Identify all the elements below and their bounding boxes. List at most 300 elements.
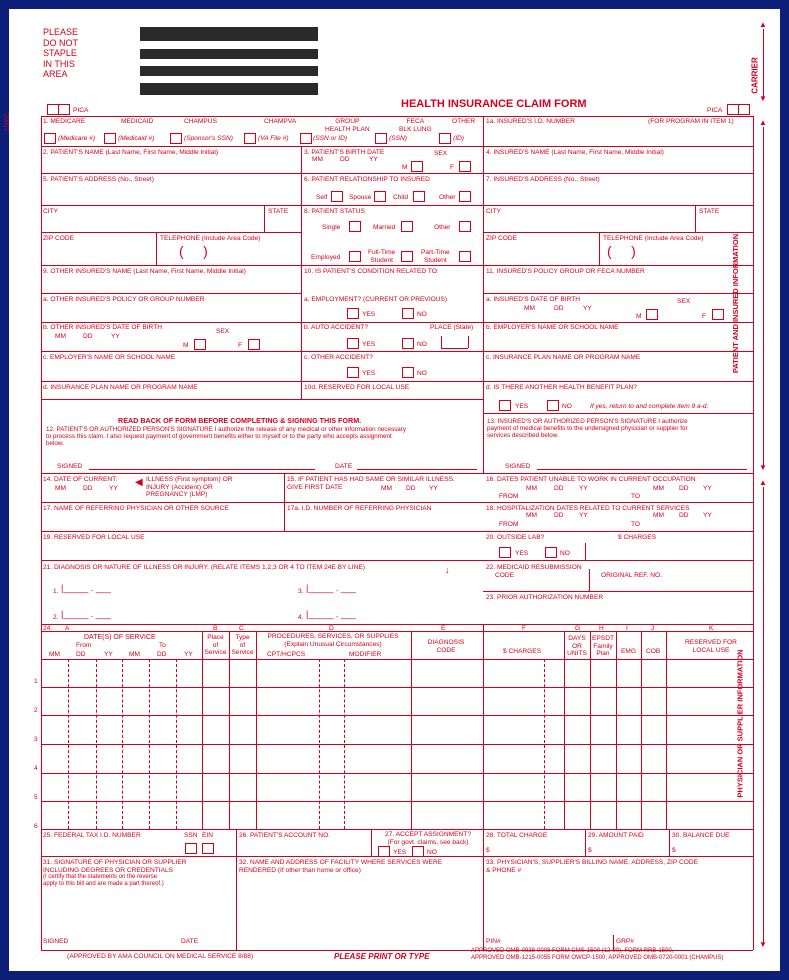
m-label: M <box>636 313 642 320</box>
insured-zip-label: ZIP CODE <box>486 235 518 242</box>
col-letter-j: J <box>651 625 655 632</box>
medicaid-label: MEDICAID <box>121 118 154 125</box>
m-label: M <box>183 342 189 349</box>
box10a-label: a. EMPLOYMENT? (CURRENT OR PREVIOUS) <box>304 296 448 303</box>
box27-label <box>373 831 483 846</box>
rule <box>599 232 600 265</box>
dd-label: DD <box>679 485 689 492</box>
ein-checkbox[interactable] <box>202 843 214 854</box>
box17a-label: 17a. I.D. NUMBER OF REFERRING PHYSICIAN <box>287 505 432 512</box>
mm-label: MM <box>55 485 66 492</box>
pt-student-label <box>421 249 450 264</box>
box9-label: 9. OTHER INSURED'S NAME (Last Name, First Name, Middle Initial) <box>43 268 246 275</box>
feca-line: FECA <box>406 118 425 125</box>
other-sex-f-checkbox[interactable] <box>248 339 260 350</box>
box11b-label: b. EMPLOYER'S NAME OR SCHOOL NAME <box>486 324 619 331</box>
date-label: DATE <box>181 938 199 945</box>
ssn-checkbox[interactable] <box>185 843 197 854</box>
box4-label: 4. INSURED'S NAME (Last Name, First Name, Middle Initial) <box>486 149 664 156</box>
dd-label: DD <box>554 485 564 492</box>
self-checkbox[interactable] <box>331 191 343 202</box>
insured-phone-area-code: ( ) <box>607 243 636 259</box>
rule <box>41 146 753 147</box>
other-relation-checkbox[interactable] <box>459 191 471 202</box>
box22-label: 22. MEDICAID RESUBMISSION <box>486 564 582 571</box>
rule <box>236 829 237 950</box>
yy-label: YY <box>429 485 438 492</box>
state-label: STATE <box>268 208 289 215</box>
child-label: Child <box>393 194 409 201</box>
box12-text <box>46 426 406 448</box>
rule <box>284 473 285 502</box>
col-letter-h: H <box>599 625 604 632</box>
other-accident-yes-checkbox[interactable] <box>347 367 359 378</box>
yy-header: YY <box>184 651 193 658</box>
row-number: 4 <box>34 765 38 772</box>
ft-student-checkbox[interactable] <box>401 251 413 262</box>
staple-line: STAPLE <box>43 48 77 58</box>
days-line: UNITS <box>567 650 587 658</box>
rule <box>371 829 372 856</box>
rule <box>669 829 670 856</box>
rule <box>41 205 753 206</box>
box9d-label: d. INSURANCE PLAN NAME OR PROGRAM NAME <box>43 384 198 391</box>
rule <box>564 631 565 829</box>
staple-line: AREA <box>43 69 68 79</box>
box15-line: GIVE FIRST DATE <box>287 483 343 491</box>
box14-options <box>146 476 232 499</box>
diag-4-label: 4. <box>298 614 304 621</box>
form-code: 1500C <box>4 113 11 131</box>
city-label: CITY <box>43 208 59 215</box>
mm-label: MM <box>653 512 664 519</box>
yy-label: YY <box>703 485 712 492</box>
group-line: GROUP <box>335 118 360 125</box>
mm-label: MM <box>653 485 664 492</box>
insured-sex-m-checkbox[interactable] <box>646 309 658 320</box>
type-header <box>230 634 255 657</box>
modifier-header: MODIFIER <box>349 651 382 658</box>
group-checkbox[interactable] <box>300 133 312 144</box>
dd-label: DD <box>83 485 93 492</box>
single-checkbox[interactable] <box>349 221 361 232</box>
box20-label: 20. OUTSIDE LAB? <box>486 534 545 541</box>
box14-opt: ILLNESS (First symptom) OR <box>146 476 233 483</box>
carrier-bracket <box>763 29 764 99</box>
medicaid-no-label: (Medicaid #) <box>118 135 155 142</box>
yy-label: YY <box>703 512 712 519</box>
box24-label: 24. <box>43 625 53 632</box>
box12-line: to process this claim. I also request payment of government benefits either to myself or to the party who accepts assignment <box>46 433 392 441</box>
champva-checkbox[interactable] <box>244 133 256 144</box>
place-line: of <box>212 641 219 649</box>
other-label: OTHER <box>452 118 476 125</box>
box27-line: (For govt. claims, see back) <box>387 838 469 846</box>
col-letter-g: G <box>575 625 581 632</box>
spouse-checkbox[interactable] <box>374 191 386 202</box>
box21-label: 21. DIAGNOSIS OR NATURE OF ILLNESS OR INJURY. (RELATE ITEMS 1,2,3 OR 4 TO ITEM 24E BY LINE) <box>43 564 365 571</box>
yes-label: YES <box>393 849 407 856</box>
reserved-header <box>671 639 751 654</box>
yy-label: YY <box>111 333 120 340</box>
group-label <box>325 118 370 133</box>
box30-label: 30. BALANCE DUE <box>672 832 730 839</box>
ft-student-label <box>368 249 395 264</box>
to-label: TO <box>631 521 641 528</box>
box12-line: 12. PATIENT'S OR AUTHORIZED PERSON'S SIGNATURE I authorize the release of any medical or other information necessary <box>46 426 407 433</box>
arrow-up-icon: ▲ <box>759 118 767 127</box>
diag-line: DIAGNOSIS <box>427 639 465 646</box>
employment-no-checkbox[interactable] <box>402 308 414 319</box>
rule <box>202 631 203 829</box>
m-label: M <box>402 164 408 171</box>
pica-label-right: PICA <box>707 107 723 114</box>
grp-label: GRP# <box>616 938 634 945</box>
box31-line: apply to this bill and are made a part thereof.) <box>43 881 164 888</box>
from-label: FROM <box>499 493 519 500</box>
outside-lab-yes-checkbox[interactable] <box>499 547 511 558</box>
yy-label: YY <box>369 156 378 163</box>
employed-checkbox[interactable] <box>349 251 361 262</box>
box11-label: 11. INSURED'S POLICY GROUP OR FECA NUMBER <box>486 268 645 275</box>
col-letter-b: B <box>213 625 218 632</box>
col-letter-c: C <box>239 625 244 632</box>
dd-header: DD <box>76 651 86 658</box>
yy-label: YY <box>583 305 592 312</box>
proc-line: PROCEDURES, SERVICES, OR SUPPLIES <box>267 633 399 640</box>
rule <box>585 829 586 856</box>
yes-label: YES <box>362 341 376 348</box>
date-line <box>357 469 477 470</box>
insured-sex-f-checkbox[interactable] <box>712 309 724 320</box>
box11c-label: c. INSURANCE PLAN NAME OR PROGRAM NAME <box>486 354 641 361</box>
outside-lab-no-checkbox[interactable] <box>545 547 557 558</box>
box22-code-label: CODE <box>495 572 515 579</box>
box28-label: 28. TOTAL CHARGE <box>486 832 548 839</box>
box14-opt: PREGNANCY (LMP) <box>146 491 208 499</box>
col-letter-k: K <box>709 625 714 632</box>
box32-line: RENDERED (If other than home or office) <box>239 866 361 874</box>
diag-2-label: 2. <box>53 614 59 621</box>
box29-label: 29. AMOUNT PAID <box>588 832 644 839</box>
signature-line <box>89 469 315 470</box>
another-note: If yes, return to and complete item 9 a-d. <box>590 403 709 410</box>
arrow-down-icon: ▼ <box>759 94 767 103</box>
feca-line: BLK LUNG <box>399 125 432 133</box>
box31-line: INCLUDING DEGREES OR CREDENTIALS <box>43 866 174 874</box>
box10-label: 10. IS PATIENT'S CONDITION RELATED TO: <box>304 268 439 275</box>
yes-label: YES <box>515 403 529 410</box>
box10b-label: b. AUTO ACCIDENT? <box>304 324 369 331</box>
box18-label: 18. HOSPITALIZATION DATES RELATED TO CURRENT SERVICES <box>486 505 690 512</box>
no-label: NO <box>562 403 572 410</box>
phone-area-code: ( ) <box>179 243 208 259</box>
box3-label: 3. PATIENT'S BIRTH DATE <box>304 149 385 156</box>
type-line: Type <box>235 634 250 641</box>
dd-label: DD <box>340 156 350 163</box>
rule <box>468 336 469 348</box>
no-label: NO <box>560 550 570 557</box>
dd-label: DD <box>554 305 564 312</box>
box9a-label: a. OTHER INSURED'S POLICY OR GROUP NUMBER <box>43 296 205 303</box>
rule <box>695 205 696 232</box>
pica-box[interactable] <box>738 104 750 115</box>
feca-checkbox[interactable] <box>375 133 387 144</box>
rule <box>41 856 753 857</box>
pin-label: PIN# <box>486 938 501 945</box>
box9c-label: c. EMPLOYER'S NAME OR SCHOOL NAME <box>43 354 176 361</box>
box10d-label: 10d. RESERVED FOR LOCAL USE <box>304 384 410 391</box>
rule <box>483 413 753 414</box>
col-letter-d: D <box>329 625 334 632</box>
yy-header: YY <box>104 651 113 658</box>
cpt-header: CPT/HCPCS <box>267 651 306 658</box>
yy-label: YY <box>579 485 588 492</box>
side-bracket <box>763 127 764 467</box>
rule <box>41 293 301 294</box>
single-label: Single <box>322 224 341 231</box>
box17-label: 17. NAME OF REFERRING PHYSICIAN OR OTHER SOURCE <box>43 505 229 512</box>
other-accident-no-checkbox[interactable] <box>402 367 414 378</box>
epsdt-header <box>591 635 615 658</box>
pt-student-checkbox[interactable] <box>459 251 471 262</box>
box19-label: 19. RESERVED FOR LOCAL USE <box>43 534 145 541</box>
box32-line: 32. NAME AND ADDRESS OF FACILITY WHERE SERVICES WERE <box>239 859 443 866</box>
dollar-sign: $ <box>486 847 490 854</box>
arrow-up-icon: ▲ <box>759 20 767 29</box>
medicare-checkbox[interactable] <box>44 133 56 144</box>
proc-line: (Explain Unusual Circumstances) <box>284 640 382 648</box>
box31-label <box>43 859 187 888</box>
dd-label: DD <box>554 512 564 519</box>
mm-label: MM <box>312 156 323 163</box>
box9b-sex-label: SEX <box>216 328 230 335</box>
place-label: PLACE (State) <box>430 324 474 331</box>
side-bracket <box>763 487 764 945</box>
rule <box>229 631 230 829</box>
ssn-label: (SSN) <box>389 135 407 142</box>
arrow-down-icon: ▼ <box>759 463 767 472</box>
ft-line: Full-Time <box>368 249 396 256</box>
f-label: F <box>450 164 455 171</box>
box6-label: 6. PATIENT RELATIONSHIP TO INSURED <box>304 176 430 183</box>
married-checkbox[interactable] <box>401 221 413 232</box>
table-row[interactable] <box>41 744 753 745</box>
table-row[interactable] <box>41 715 753 716</box>
other-status-checkbox[interactable] <box>459 221 471 232</box>
child-checkbox[interactable] <box>413 191 425 202</box>
rule <box>753 116 754 950</box>
zip-label: ZIP CODE <box>43 235 75 242</box>
diag-3-label: 3. <box>298 588 304 595</box>
insured-telephone-label: TELEPHONE (Include Area Code) <box>603 235 704 242</box>
yes-label: YES <box>515 550 529 557</box>
other-checkbox[interactable] <box>439 133 451 144</box>
married-label: Married <box>373 224 396 231</box>
table-row[interactable] <box>41 801 753 802</box>
box8-label: 8. PATIENT STATUS <box>304 208 365 215</box>
mm-label: MM <box>55 333 66 340</box>
rule <box>41 531 753 532</box>
rule <box>41 502 753 503</box>
box33-line: & PHONE # <box>486 866 522 874</box>
auto-yes-checkbox[interactable] <box>347 338 359 349</box>
epsdt-line: Family <box>593 642 613 650</box>
rule <box>585 543 586 560</box>
f-label: F <box>238 342 243 349</box>
rule <box>284 502 285 531</box>
signed-label: SIGNED <box>505 463 531 470</box>
signed-label: SIGNED <box>43 938 69 945</box>
other-relation-label: Other <box>439 194 456 201</box>
rule <box>589 569 590 591</box>
spouse-label: Spouse <box>349 194 372 201</box>
box27-line: 27. ACCEPT ASSIGNMENT? <box>385 831 471 838</box>
box12-line: below. <box>46 440 64 448</box>
box15-line: 15. IF PATIENT HAS HAD SAME OR SIMILAR ILLNESS. <box>287 476 455 483</box>
dollar-sign: $ <box>672 847 676 854</box>
rule <box>156 232 157 265</box>
pica-label-left: PICA <box>73 107 89 114</box>
from-label: FROM <box>499 521 519 528</box>
feca-label <box>399 118 432 133</box>
va-file-label: (VA File #) <box>258 135 289 142</box>
rule <box>41 399 483 400</box>
medicaid-checkbox[interactable] <box>104 133 116 144</box>
dd-label: DD <box>679 512 689 519</box>
rule <box>41 173 753 174</box>
rule <box>41 116 753 117</box>
omb-approvals <box>471 948 723 962</box>
insured-state-label: STATE <box>699 208 720 215</box>
ssn-label: SSN <box>184 832 198 839</box>
table-row[interactable] <box>41 829 753 830</box>
mm-label: MM <box>381 485 392 492</box>
another-no-checkbox[interactable] <box>547 400 559 411</box>
omb-line: APPROVED OMB-1215-0055 FORM OWCP-1500, APPROVED OMB-0720-0001 (CHAMPUS) <box>471 954 724 961</box>
rule <box>41 265 753 266</box>
patient-sex-m-checkbox[interactable] <box>411 161 423 172</box>
no-label: NO <box>417 370 427 377</box>
box1a-label: 1a. INSURED'S I.D. NUMBER <box>486 118 575 125</box>
staple-note <box>43 27 78 80</box>
f-label: F <box>702 313 707 320</box>
auto-no-checkbox[interactable] <box>402 338 414 349</box>
another-yes-checkbox[interactable] <box>499 400 511 411</box>
ein-label: EIN <box>202 832 213 839</box>
group-line: HEALTH PLAN <box>325 125 370 133</box>
table-row[interactable] <box>41 687 753 688</box>
dollar-sign: $ <box>588 847 592 854</box>
dates-header: DATE(S) OF SERVICE <box>84 634 156 641</box>
to-header: To <box>159 642 166 649</box>
employment-yes-checkbox[interactable] <box>347 308 359 319</box>
box11d-label: d. IS THERE ANOTHER HEALTH BENEFIT PLAN? <box>486 384 637 391</box>
box14-label: 14. DATE OF CURRENT: <box>43 476 118 483</box>
rule <box>483 232 753 233</box>
signature-line <box>537 469 747 470</box>
row-number: 3 <box>34 736 38 743</box>
rule <box>41 631 753 632</box>
rule <box>301 146 302 399</box>
rule <box>41 116 42 950</box>
box23-label: 23. PRIOR AUTHORIZATION NUMBER <box>486 594 604 601</box>
rule <box>411 631 412 829</box>
redaction-bar <box>140 83 318 95</box>
rule <box>41 624 753 625</box>
yes-label: YES <box>362 311 376 318</box>
rule <box>41 232 301 233</box>
pt-line: Student <box>423 256 447 264</box>
table-row[interactable] <box>41 773 753 774</box>
staple-line: DO NOT <box>43 37 78 48</box>
box10c-label: c. OTHER ACCIDENT? <box>304 354 373 361</box>
ft-line: Student <box>370 256 393 264</box>
redaction-bar <box>140 27 318 41</box>
place-header <box>203 634 228 657</box>
emg-header: EMG <box>621 648 637 655</box>
pica-box[interactable] <box>58 104 70 115</box>
proc-header <box>258 633 408 648</box>
pt-line: Part-Time <box>421 249 450 256</box>
no-label: NO <box>427 849 437 856</box>
box25-label: 25. FEDERAL TAX I.D. NUMBER <box>43 832 141 839</box>
rule <box>641 631 642 829</box>
row-number: 2 <box>34 707 38 714</box>
telephone-label: TELEPHONE (Include Area Code) <box>160 235 261 242</box>
other-sex-m-checkbox[interactable] <box>194 339 206 350</box>
arrow-up-icon: ▲ <box>759 478 767 487</box>
staple-line: IN THIS <box>43 58 75 69</box>
box33-label <box>486 859 698 874</box>
ama-approval: (APPROVED BY AMA COUNCIL ON MEDICAL SERVICE 8/88) <box>67 953 254 960</box>
box33-line: 33. PHYSICIAN'S, SUPPLIER'S BILLING NAME, ADDRESS, ZIP CODE <box>486 859 698 866</box>
col-letter-f: F <box>522 625 527 632</box>
champus-checkbox[interactable] <box>170 133 182 144</box>
box32-label <box>239 859 442 874</box>
medicare-no-label: (Medicare #) <box>58 135 96 142</box>
rule <box>483 624 484 950</box>
rule <box>483 116 484 473</box>
staple-line: PLEASE <box>43 27 79 37</box>
patient-sex-f-checkbox[interactable] <box>459 161 471 172</box>
type-line: of <box>239 641 246 649</box>
rule <box>666 631 667 829</box>
yy-label: YY <box>579 512 588 519</box>
champus-label: CHAMPUS <box>184 118 217 125</box>
col-letter-a: A <box>65 625 70 632</box>
omb-line: APPROVED OMB-0938-0008 FORM CMS-1500 (12-90), FORM RRB-1500, <box>471 948 674 954</box>
side-label-physician: PHYSICIAN OR SUPPLIER INFORMATION <box>735 649 745 798</box>
mm-header: MM <box>129 651 140 658</box>
box13-line: 13. INSURED'S OR AUTHORIZED PERSON'S SIGNATURE I authorize <box>487 418 688 425</box>
yy-label: YY <box>109 485 118 492</box>
epsdt-line: EPSDT <box>592 635 614 642</box>
box31-line: (I certify that the statements on the reverse <box>43 874 158 881</box>
rule <box>41 351 753 352</box>
no-label: NO <box>417 311 427 318</box>
no-label: NO <box>417 341 427 348</box>
rule <box>41 473 753 474</box>
from-header: From <box>76 642 92 649</box>
reserved-line: RESERVED FOR <box>685 639 737 646</box>
dd-label: DD <box>83 333 93 340</box>
read-back-notice: READ BACK OF FORM BEFORE COMPLETING & SIGNING THIS FORM. <box>118 416 362 425</box>
employed-label: Employed <box>311 254 341 261</box>
days-line: DAYS <box>568 635 586 642</box>
box16-label: 16. DATES PATIENT UNABLE TO WORK IN CURRENT OCCUPATION <box>486 476 696 483</box>
box20-charges-label: $ CHARGES <box>618 534 657 541</box>
